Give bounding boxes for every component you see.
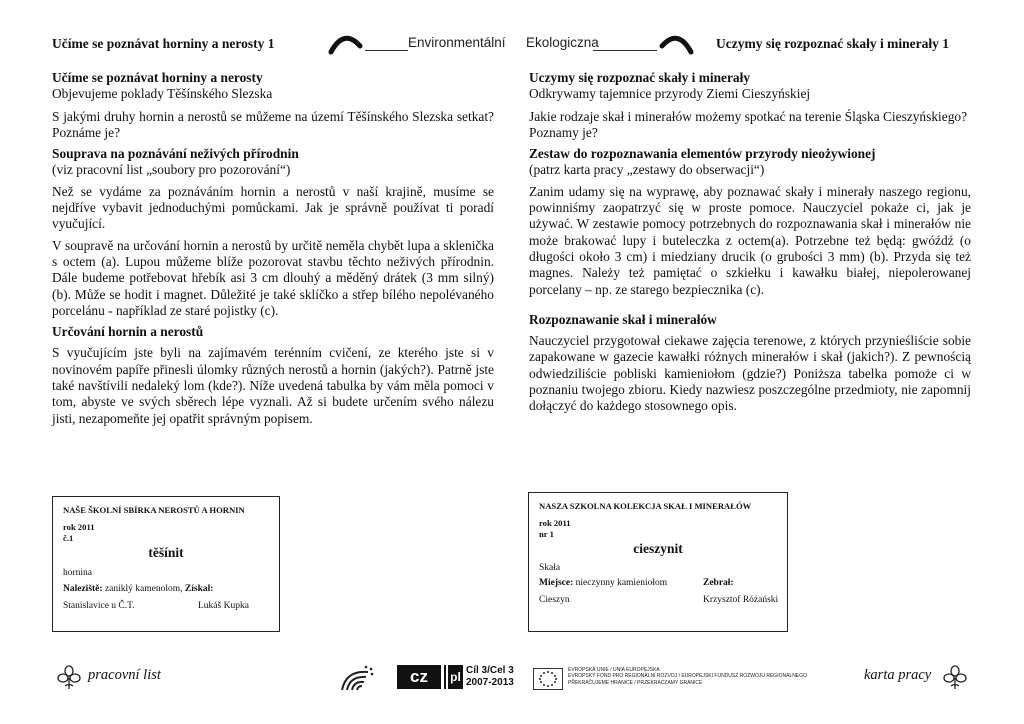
left-title: Učíme se poznávat horniny a nerosty: [52, 70, 263, 85]
card-right-collector-label: Zebrał:: [703, 578, 734, 588]
pl-logo-box: [448, 665, 463, 689]
card-left-name: těšínit: [148, 545, 184, 560]
footer-right-label: karta pracy: [864, 667, 932, 683]
card-right-year: rok 2011: [539, 518, 571, 528]
right-section1-heading: Zestaw do rozpoznawania elementów przyrody nieożywionej: [529, 146, 876, 162]
card-left-site: [63, 583, 213, 595]
right-intro-2: Poznamy je?: [529, 124, 598, 140]
card-left-site-label: Naleziště:: [63, 584, 103, 594]
card-right-place: Cieszyn: [539, 595, 570, 605]
czpl-years: 2007-2013: [466, 677, 514, 688]
left-section1-sub: (viz pracovní list „soubory pro pozorování“): [52, 162, 291, 178]
right-section1-sub: (patrz karta pracy „zestawy do obserwacji“): [529, 162, 765, 178]
card-left-collector: Lukáš Kupka: [198, 601, 249, 611]
card-left-place: Stanislavice u Č.T.: [63, 601, 135, 611]
right-section2-p1: Nauczyciel przygotował ciekawe zajęcia terenowe, z których przynieśliście sobie zapakowane w gazecie kawałki różnych minerałów i skał (jakich?). Z pewnością odwiedziliście pobliski kamieniołom (gdzie?) Poniższa tabelka pomoże ci w poznaniu twojego zbioru. Kiedy nazwiesz poszczególne przedmioty, nie zapomnij dołączyć do każdego stosownego opis.: [529, 333, 971, 414]
card-right-collector: Krzysztof Różański: [703, 595, 779, 605]
card-left-collector-label: Získal:: [184, 584, 214, 594]
left-section1-heading: Souprava na poznávání neživých přírodnin: [52, 146, 299, 162]
card-right-type: Skała: [539, 563, 561, 573]
left-intro: S jakými druhy hornin a nerostů se můžeme na území Těšínského Slezska setkat? Poznáme je?: [52, 108, 494, 140]
logo-word-right: Ekologiczna: [526, 35, 599, 50]
card-left-heading: NAŠE ŠKOLNÍ SBÍRKA NEROSTŮ A HORNIN: [63, 505, 245, 515]
rainbow-swirl-icon: [338, 664, 374, 692]
eu-line-2: EVROPSKÝ FOND PRO REGIONÁLNÍ ROZVOJ / EUROPEJSKI FUNDUSZ ROZWOJU REGIONALNEGO: [568, 673, 807, 680]
eu-line-3: PŘEKRAČUJEME HRANICE / PRZEKRACZAMY GRANICE: [568, 679, 703, 686]
right-title: Uczymy się rozpoznać skały i minerały: [529, 70, 751, 85]
right-subtitle: Odkrywamy tajemnice przyrody Ziemi Cieszyńskiej: [529, 86, 811, 102]
header-rule-left: [365, 50, 408, 51]
specimen-card-left: [52, 496, 280, 632]
card-right-site-value: nieczynny kamieniołom: [575, 578, 668, 588]
header-rule-right: [593, 50, 657, 51]
czpl-divider: [444, 665, 446, 689]
header-right-title: Uczymy się rozpoznać skały i minerały 1: [716, 36, 949, 51]
left-section1-p2: V soupravě na určování hornin a nerostů by určitě neměla chybět lupa a sklenička s octem (a). Lupou můžeme blíže pozorovat stavbu těchto neživých přírodnin. Dále budeme potřebovat hřebík asi 3 cm dlouhý a měděný drátek (3 mm silný) (b). Může se hodit i magnet. Důležité je také sklíčko a střep bílého nepolévaného porcelánu - například ze staré pojistky (c).: [52, 237, 494, 318]
eu-text-block: [568, 667, 807, 686]
card-left-site-value: zaniklý kamenolom,: [104, 584, 183, 594]
card-right-heading: NASZA SZKOLNA KOLEKCJA SKAŁ I MINERAŁÓW: [539, 501, 752, 511]
left-section2-p1: S vyučujícím jste byli na zajímavém terénním cvičení, ze kterého jste si v novinovém papíře přinesli úlomky různých nerostů a hornin (jakých?). Patrně jste také navštívili nedaleký lom (kde?). Níže uvedená tabulka by vám měla pomoci v tom, abyste ve svých sběrech lépe vyznali. Až si budete určením svého nálezu jisti, nezapomeňte jej opatřit správným popisem.: [52, 345, 494, 426]
card-right-name: cieszynit: [633, 541, 683, 556]
eu-line-1: EVROPSKÁ UNIE / UNIA EUROPEJSKA: [568, 667, 660, 673]
footer-left-label: pracovní list: [88, 667, 161, 683]
czpl-goal: Cíl 3/Cel 3: [466, 665, 514, 676]
card-left-year: rok 2011: [63, 522, 95, 532]
card-right-number: nr 1: [539, 529, 554, 539]
left-section1-p1: Než se vydáme za poznáváním hornin a nerostů v naší krajině, musíme se nejdříve vybavit jednoduchými pomůckami. Jak je správně používat ti poradí vyučující.: [52, 183, 494, 232]
cz-logo-text: cz: [410, 667, 428, 686]
right-column: [529, 70, 971, 415]
card-left-number: č.1: [63, 533, 74, 543]
left-column: [52, 70, 494, 427]
header-left-title: Učíme se poznávat horniny a nerosty 1: [52, 36, 275, 51]
right-section2-heading: Rozpoznawanie skał i minerałów: [529, 311, 717, 327]
card-left-type: hornina: [63, 568, 93, 578]
card-right-site: [539, 577, 667, 589]
flower-left-icon: [56, 664, 82, 690]
right-intro-1: Jakie rodzaje skał i minerałów możemy spotkać na terenie Śląska Cieszyńskiego?: [529, 108, 968, 124]
cz-logo-box: [397, 665, 441, 689]
eu-flag-icon: [533, 668, 563, 690]
card-right-site-label: Miejsce:: [539, 578, 574, 588]
pl-logo-text: pl: [450, 670, 461, 684]
left-subtitle: Objevujeme poklady Těšínského Slezska: [52, 86, 273, 102]
arc-logo-right-icon: [656, 30, 696, 56]
left-section2-heading: Určování hornin a nerostů: [52, 324, 204, 340]
flower-right-icon: [942, 664, 968, 690]
specimen-card-right: [528, 492, 788, 632]
right-section1-p1: Zanim udamy się na wyprawę, aby poznawać skały i minerały naszego regionu, powinniśmy zaopatrzyć się w proste pomoce. Nauczyciel pokaże ci, jak je używać. W zestawie pomocy potrzebnych do rozpoznawania skał i minerałów nie może brakować lupy i buteleczka z octem(a). Potrzebne też będą: gwóźdź (o długości około 3 cm) i miedziany drucik (o grubości 3 mm) (b). Przyda się też magnes. Należy też pamiętać o szkiełku i kawałku białej, niepolerowanej porcelany – np. ze starego bezpiecznika (c).: [529, 183, 971, 297]
arc-logo-left-icon: [326, 30, 366, 56]
logo-word-left: Environmentální: [408, 35, 506, 50]
